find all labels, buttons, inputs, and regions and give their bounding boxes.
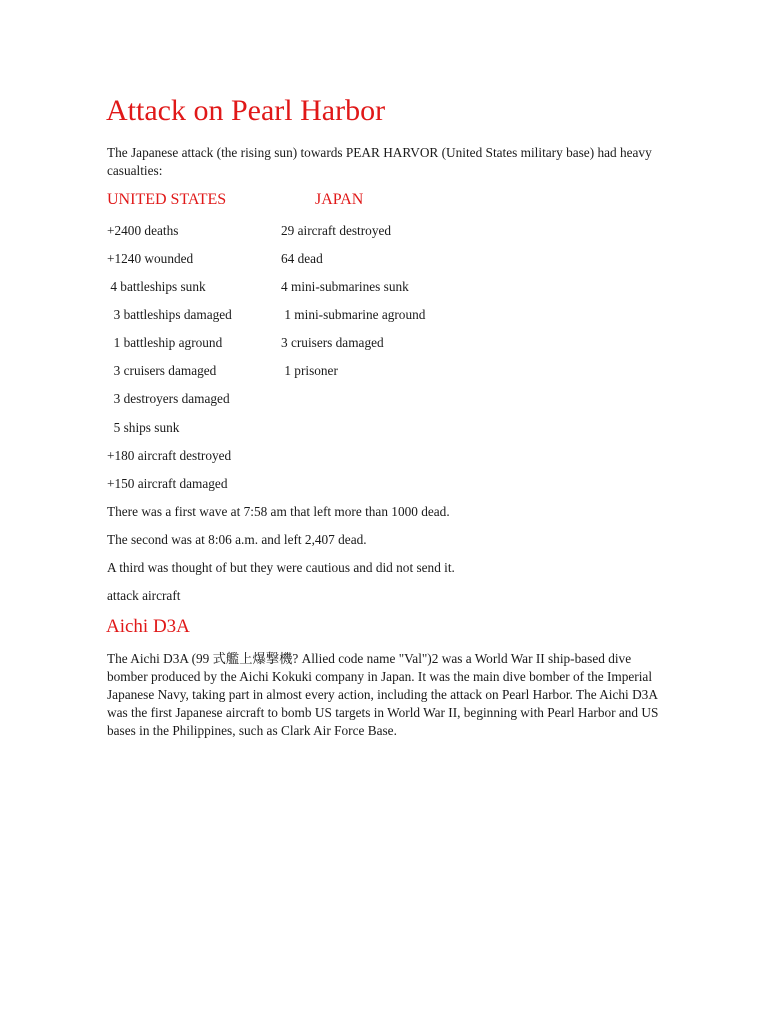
us-stat-item: 3 battleships damaged bbox=[107, 307, 232, 322]
japan-heading: JAPAN bbox=[315, 191, 364, 208]
japan-stat-item: 29 aircraft destroyed bbox=[281, 223, 392, 238]
us-stat-item: +150 aircraft damaged bbox=[107, 476, 228, 491]
page-title: Attack on Pearl Harbor bbox=[106, 94, 386, 127]
second-wave-text: The second was at 8:06 a.m. and left 2,407 dead. bbox=[107, 532, 367, 547]
aichi-paragraph: The Aichi D3A (99 式艦上爆撃機? Allied code name "Val")2 was a World War II ship-based dive bomber produced by the Aichi Kokuki company in Japan. It was the main dive bomber of the Imperial Japanese Navy, taking part in almost every action, including the attack on Pearl Harbor. The Aichi D3A was the first Japanese aircraft to bomb US targets in World War II, beginning with Pearl Harbor and US bases in the Philippines, such as Clark Air Force Base. bbox=[107, 651, 659, 738]
us-stat-item: 4 battleships sunk bbox=[107, 279, 206, 294]
attack-aircraft-text: attack aircraft bbox=[107, 588, 181, 603]
us-stat-item: +180 aircraft destroyed bbox=[107, 448, 232, 463]
japan-stat-item: 1 prisoner bbox=[281, 363, 338, 378]
us-stat-item: +2400 deaths bbox=[107, 223, 179, 238]
intro-paragraph: The Japanese attack (the rising sun) towards PEAR HARVOR (United States military base) had heavy casualties: bbox=[107, 145, 652, 178]
united-states-heading: UNITED STATES bbox=[107, 191, 227, 208]
us-stat-item: 3 destroyers damaged bbox=[107, 391, 230, 406]
japan-stat-item: 1 mini-submarine aground bbox=[281, 307, 426, 322]
japan-stat-item: 4 mini-submarines sunk bbox=[281, 279, 409, 294]
japan-stat-item: 64 dead bbox=[281, 251, 323, 266]
first-wave-text: There was a first wave at 7:58 am that left more than 1000 dead. bbox=[107, 504, 450, 519]
japan-stat-item: 3 cruisers damaged bbox=[281, 335, 384, 350]
us-stat-item: 3 cruisers damaged bbox=[107, 363, 217, 378]
us-stat-item: 5 ships sunk bbox=[107, 420, 180, 435]
us-stat-item: +1240 wounded bbox=[107, 251, 194, 266]
aichi-heading: Aichi D3A bbox=[106, 616, 190, 637]
us-stat-item: 1 battleship aground bbox=[107, 335, 223, 350]
third-wave-text: A third was thought of but they were cautious and did not send it. bbox=[107, 560, 455, 575]
